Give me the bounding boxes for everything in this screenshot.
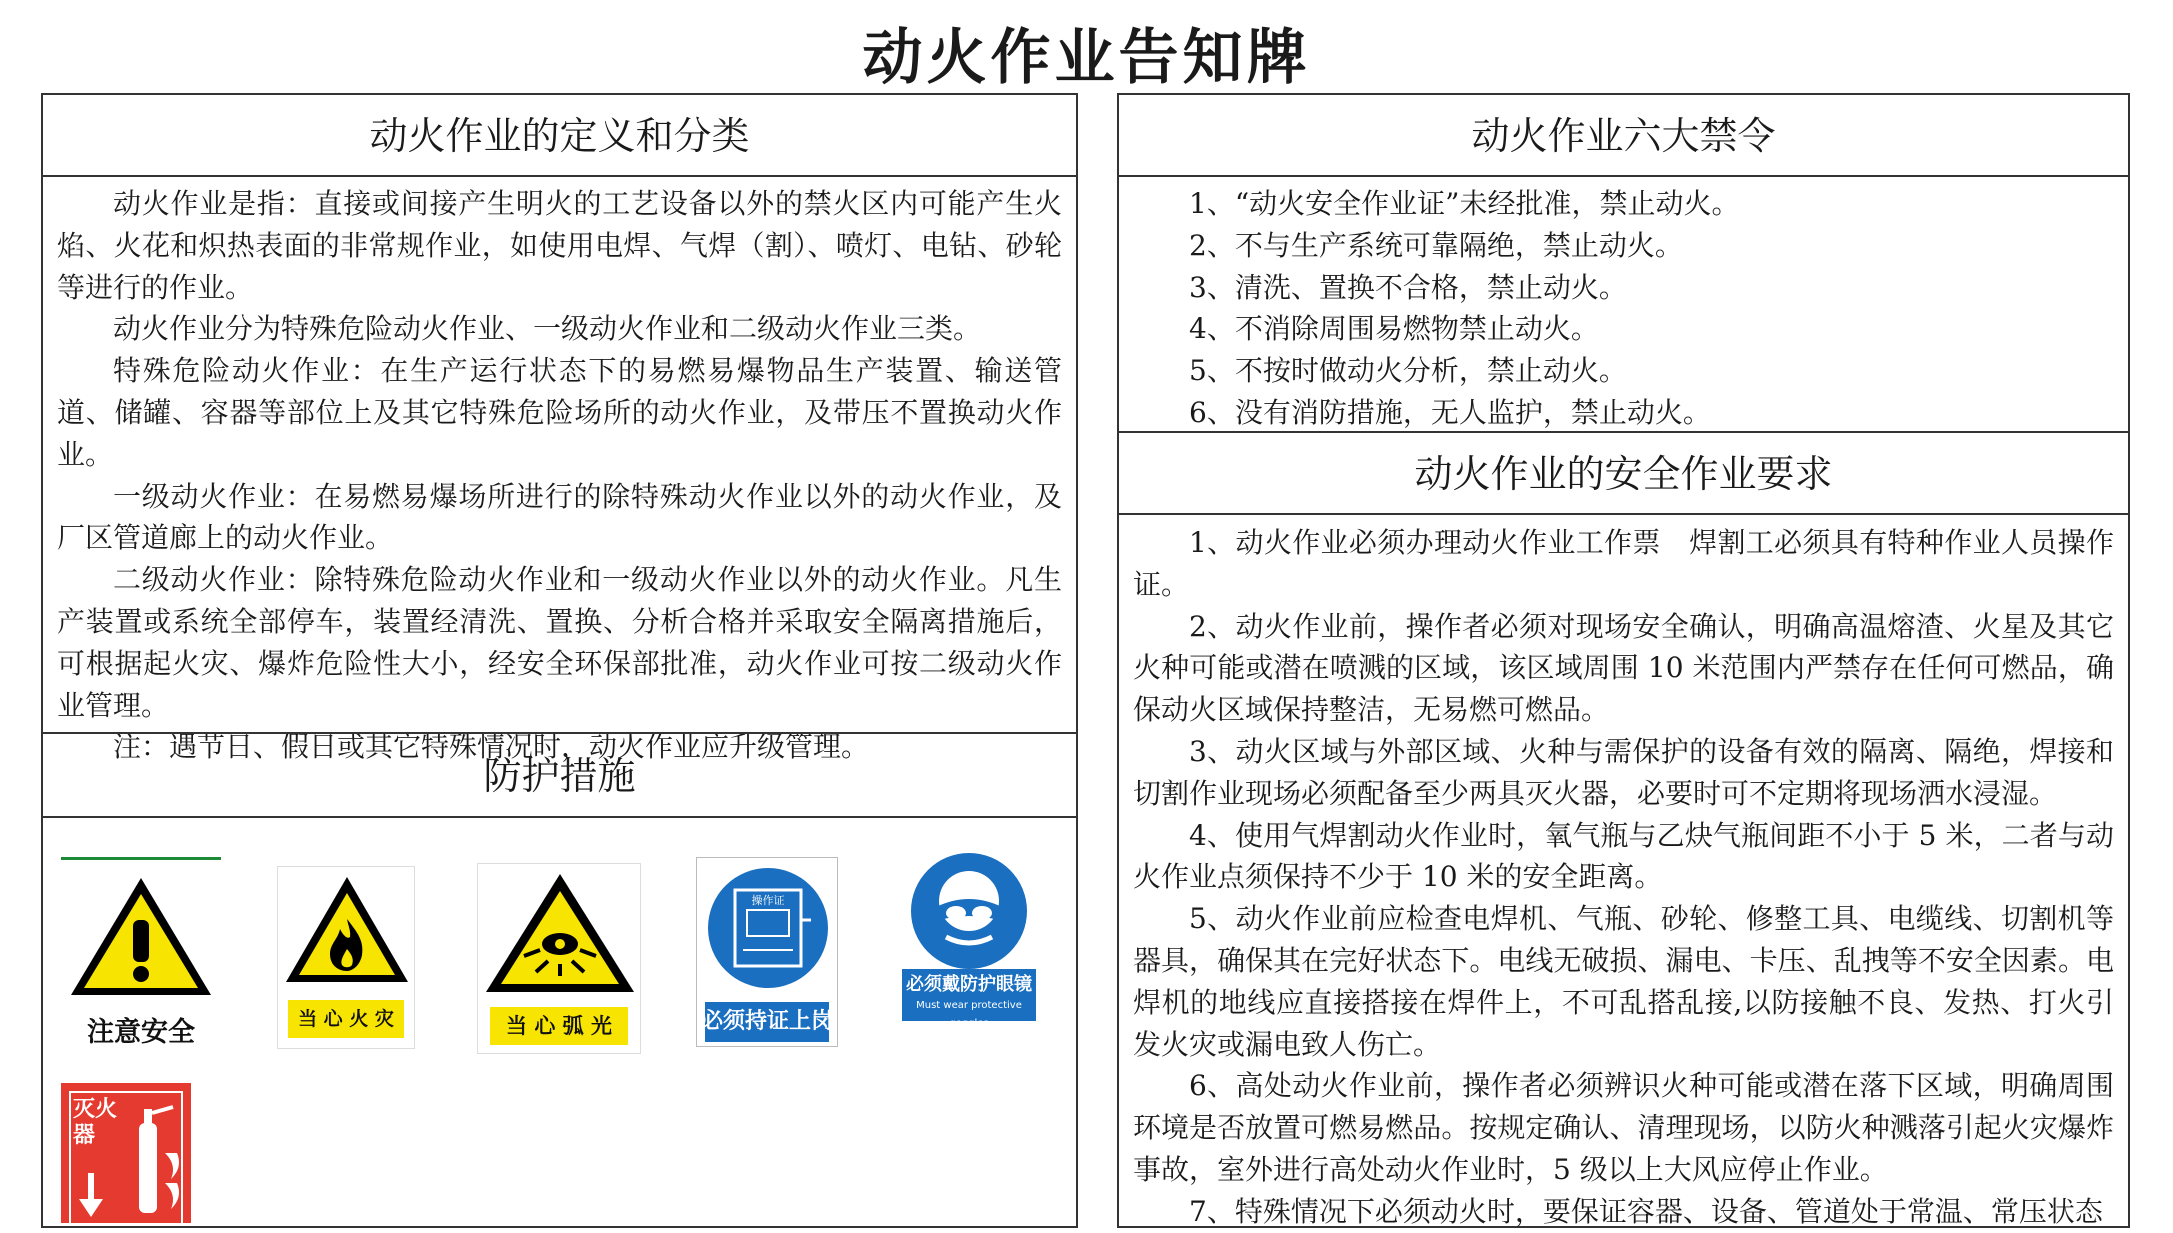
extinguisher-icon <box>61 1083 191 1223</box>
sign-certificate-required <box>696 857 838 1047</box>
sign-caption: 灭火器 <box>73 1097 118 1148</box>
requirement-item: 3、动火区域与外部区域、火种与需保护的设备有效的隔离、隔绝，焊接和切割作业现场必须配备至少两具灭火器，必要时可不定期将现场洒水浸湿。 <box>1133 734 2114 810</box>
definition-paragraph: 一级动火作业：在易燃易爆场所进行的除特殊动火作业以外的动火作业，及厂区管道廊上的动火作业。 <box>57 479 1062 555</box>
sign-caption: 注意安全 <box>87 1017 195 1048</box>
sign-caption: 必须戴防护眼镜 <box>906 974 1032 995</box>
requirements-heading: 动火作业的安全作业要求 <box>1119 431 2128 515</box>
prohibition-item: 4、不消除周围易燃物禁止动火。 <box>1189 312 1599 346</box>
requirement-item: 6、高处动火作业前，操作者必须辨识火种可能或潜在落下区域，明确周围环境是否放置可燃易燃品。按规定确认、清理现场，以防火种溅落引起火灾爆炸事故，室外进行高处动火作业时，5 级以上大风应停止作业。 <box>1133 1069 2114 1186</box>
protection-heading: 防护措施 <box>43 732 1076 818</box>
sign-wear-goggles <box>896 845 1042 1037</box>
sign-caution-safety <box>61 857 221 1052</box>
requirement-item: 5、动火作业前应检查电焊机、气瓶、砂轮、修整工具、电缆线、切割机等器具，确保其在完好状态下。电线无破损、漏电、卡压、乱拽等不安全因素。电焊机的地线应直接搭接在焊件上，不可乱搭乱接,以防接触不良、发热、打火引发火灾或漏电致人伤亡。 <box>1133 902 2114 1061</box>
goggles-icon <box>896 845 1042 985</box>
prohibitions-heading: 动火作业六大禁令 <box>1119 95 2128 177</box>
arc-light-icon <box>478 864 642 999</box>
requirement-item: 1、动火作业必须办理动火作业工作票 焊割工必须具有特种作业人员操作证。 <box>1133 526 2114 601</box>
sign-subcaption: Must wear protective goggles <box>916 1000 1022 1029</box>
exclamation-icon <box>61 860 221 1010</box>
prohibitions-list <box>1133 183 2114 434</box>
certificate-inner-text: 操作证 <box>751 894 785 907</box>
requirement-item: 4、使用气焊割动火作业时，氧气瓶与乙炔气瓶间距不小于 5 米，二者与动火作业点须保持不少于 10 米的安全距离。 <box>1133 818 2114 894</box>
prohibition-item: 3、清洗、置换不合格，禁止动火。 <box>1189 270 1627 304</box>
definition-paragraph: 动火作业是指：直接或间接产生明火的工艺设备以外的禁火区内可能产生火焰、火花和炽热表面的非常规作业，如使用电焊、气焊（割）、喷灯、电钻、砂轮等进行的作业。 <box>57 187 1062 304</box>
certificate-icon <box>697 858 839 1000</box>
prohibition-item: 1、“动火安全作业证”未经批准，禁止动火。 <box>1189 187 1740 220</box>
right-panel <box>1117 93 2130 1228</box>
sign-caption: 当 心 火 灾 <box>298 1008 394 1030</box>
flame-icon <box>278 867 416 992</box>
requirement-item: 2、动火作业前，操作者必须对现场安全确认，明确高温熔渣、火星及其它火种可能或潜在喷溅的区域，该区域周围 10 米范围内严禁存在任何可燃品，确保动火区域保持整洁，无易燃可燃品。 <box>1133 609 2114 727</box>
sign-caption: 必须持证上岗 <box>700 1009 833 1034</box>
definition-heading: 动火作业的定义和分类 <box>43 95 1076 177</box>
definition-paragraph: 特殊危险动火作业：在生产运行状态下的易燃易爆物品生产装置、输送管道、储罐、容器等部位上及其它特殊危险场所的动火作业，及带压不置换动火作业。 <box>57 354 1062 471</box>
prohibition-item: 5、不按时做动火分析，禁止动火。 <box>1189 354 1627 388</box>
prohibition-item: 2、不与生产系统可靠隔绝，禁止动火。 <box>1189 228 1683 262</box>
prohibition-item: 6、没有消防措施，无人监护，禁止动火。 <box>1189 395 1711 429</box>
sign-beware-fire <box>277 866 415 1049</box>
sign-beware-arc <box>477 863 641 1054</box>
definition-body <box>57 183 1062 768</box>
definition-paragraph: 二级动火作业：除特殊危险动火作业和一级动火作业以外的动火作业。凡生产装置或系统全部停车，装置经清洗、置换、分析合格并采取安全隔离措施后，可根据起火灾、爆炸危险性大小，经安全环保部批准，动火作业可按二级动火作业管理。 <box>57 563 1062 722</box>
definition-paragraph: 动火作业分为特殊危险动火作业、一级动火作业和二级动火作业三类。 <box>113 312 982 346</box>
requirements-body <box>1133 522 2114 1233</box>
sign-fire-extinguisher <box>61 1083 191 1223</box>
left-panel <box>41 93 1078 1228</box>
definition-paragraph: 注：遇节日、假日或其它特殊情况时，动火作业应升级管理。 <box>113 730 870 764</box>
sign-caption: 当 心 弧 光 <box>506 1014 612 1038</box>
requirement-item: 7、特殊情况下必须动火时，要保证容器、设备、管道处于常温、常压状态 <box>1189 1194 2103 1228</box>
page-title: 动火作业告知牌 <box>862 23 1311 93</box>
